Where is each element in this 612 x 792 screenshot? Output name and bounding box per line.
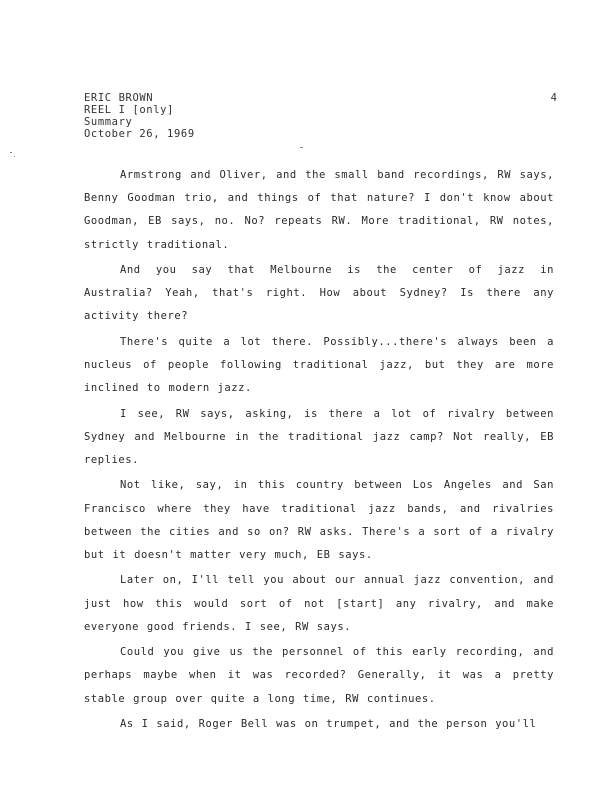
page-number: 4 bbox=[550, 92, 557, 104]
scan-speck bbox=[10, 152, 12, 153]
header-interviewee: ERIC BROWN bbox=[84, 92, 154, 104]
paragraph: Could you give us the personnel of this early recording, and perhaps maybe when it was recorded? Generally, it was a pretty stable group over quite a long time, RW continues. bbox=[84, 646, 554, 705]
header-reel: REEL I [only] bbox=[84, 104, 174, 116]
transcript-body bbox=[84, 164, 554, 738]
scan-speck bbox=[300, 147, 303, 148]
header-doc-type: Summary bbox=[84, 116, 133, 128]
paragraph: As I said, Roger Bell was on trumpet, and the person you'll bbox=[120, 717, 537, 730]
paragraph: Not like, say, in this country between Los Angeles and San Francisco where they have traditional jazz bands, and rivalries between the cities and so on? RW asks. There's a sort of a rivalry but it doesn't matter very much, EB says. bbox=[84, 479, 554, 561]
paragraph: There's quite a lot there. Possibly...there's always been a nucleus of people following traditional jazz, but they are more inclined to modern jazz. bbox=[84, 335, 554, 395]
header-date: October 26, 1969 bbox=[84, 128, 195, 140]
scan-speck bbox=[14, 156, 15, 157]
paragraph: And you say that Melbourne is the center of jazz in Australia? Yeah, that's right. How about Sydney? Is there any activity there? bbox=[84, 264, 554, 323]
paragraph: Armstrong and Oliver, and the small band recordings, RW says, Benny Goodman trio, and things of that nature? I don't know about Goodman, EB says, no. No? repeats RW. More traditional, RW notes, strictly traditional. bbox=[84, 169, 554, 251]
document-header bbox=[84, 92, 195, 140]
paragraph: Later on, I'll tell you about our annual jazz convention, and just how this would sort of not [start] any rivalry, and make everyone good friends. I see, RW says. bbox=[84, 574, 554, 633]
paragraph: I see, RW says, asking, is there a lot of rivalry between Sydney and Melbourne in the traditional jazz camp? Not really, EB replies. bbox=[84, 407, 554, 466]
